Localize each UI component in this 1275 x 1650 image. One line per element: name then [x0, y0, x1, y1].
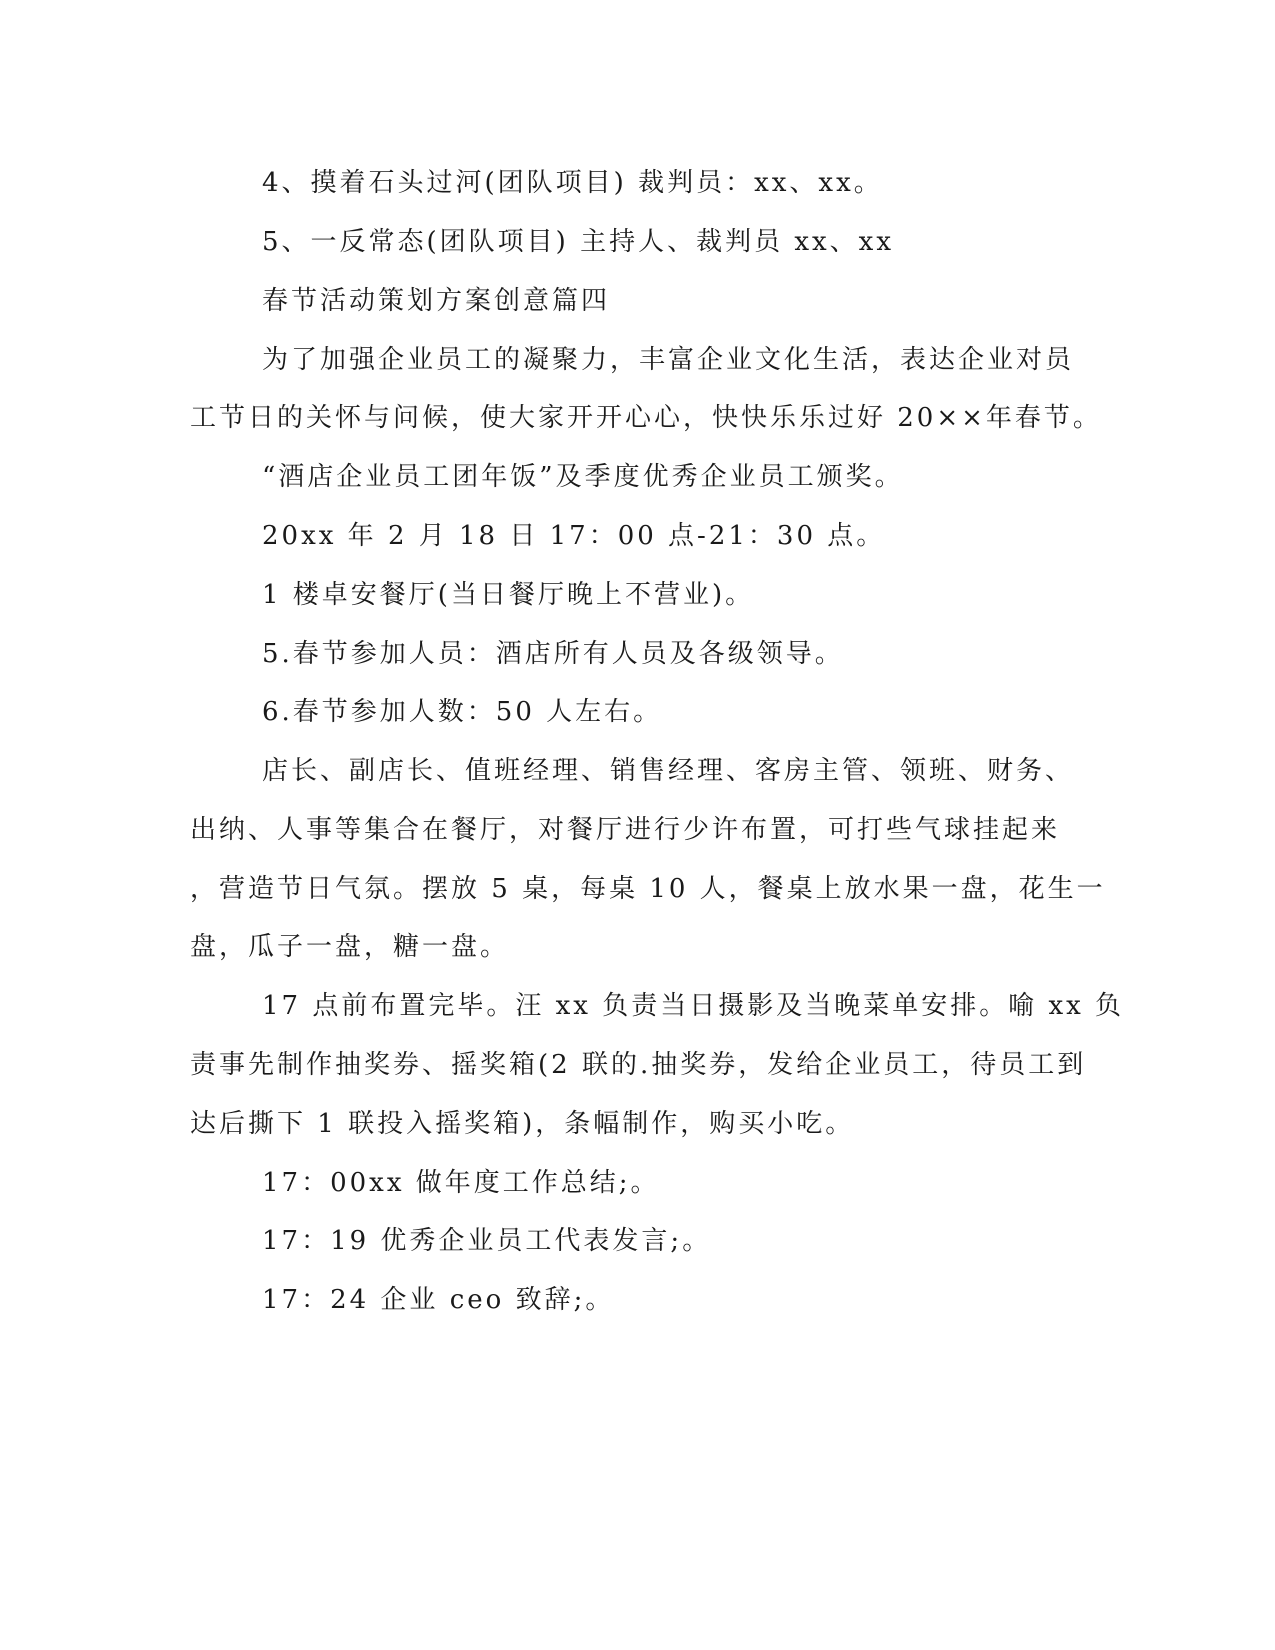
text-line: 5、一反常态(团队项目) 主持人、裁判员 xx、xx — [262, 227, 895, 257]
schedule-line: 17：24 企业 ceo 致辞;。 — [262, 1285, 615, 1315]
text-line: 4、摸着石头过河(团队项目) 裁判员：xx、xx。 — [262, 168, 883, 198]
text-line: “酒店企业员工团年饭”及季度优秀企业员工颁奖。 — [262, 462, 904, 492]
text-line: 1 楼卓安餐厅(当日餐厅晚上不营业)。 — [262, 580, 755, 610]
paragraph-line: 为了加强企业员工的凝聚力，丰富企业文化生活，表达企业对员 — [262, 345, 1075, 375]
text-line: 20xx 年 2 月 18 日 17：00 点-21：30 点。 — [262, 521, 886, 551]
paragraph-line: ，营造节日气氛。摆放 5 桌，每桌 10 人，餐桌上放水果一盘，花生一 — [190, 874, 1106, 904]
text-line: 5.春节参加人员：酒店所有人员及各级领导。 — [262, 639, 844, 669]
text-line: 6.春节参加人数：50 人左右。 — [262, 697, 663, 727]
paragraph-line: 工节日的关怀与问候，使大家开开心心，快快乐乐过好 20××年春节。 — [190, 403, 1102, 433]
paragraph-line: 盘，瓜子一盘，糖一盘。 — [190, 932, 510, 962]
paragraph-line: 17 点前布置完毕。汪 xx 负责当日摄影及当晚菜单安排。喻 xx 负 — [262, 991, 1125, 1021]
section-heading: 春节活动策划方案创意篇四 — [262, 286, 611, 316]
paragraph-line: 达后撕下 1 联投入摇奖箱)，条幅制作，购买小吃。 — [190, 1109, 855, 1139]
paragraph-line: 责事先制作抽奖券、摇奖箱(2 联的.抽奖券，发给企业员工，待员工到 — [190, 1050, 1087, 1080]
paragraph-line: 店长、副店长、值班经理、销售经理、客房主管、领班、财务、 — [262, 756, 1075, 786]
paragraph-line: 出纳、人事等集合在餐厅，对餐厅进行少许布置，可打些气球挂起来 — [190, 815, 1061, 845]
schedule-line: 17：19 优秀企业员工代表发言;。 — [262, 1226, 712, 1256]
schedule-line: 17：00xx 做年度工作总结;。 — [262, 1168, 660, 1198]
